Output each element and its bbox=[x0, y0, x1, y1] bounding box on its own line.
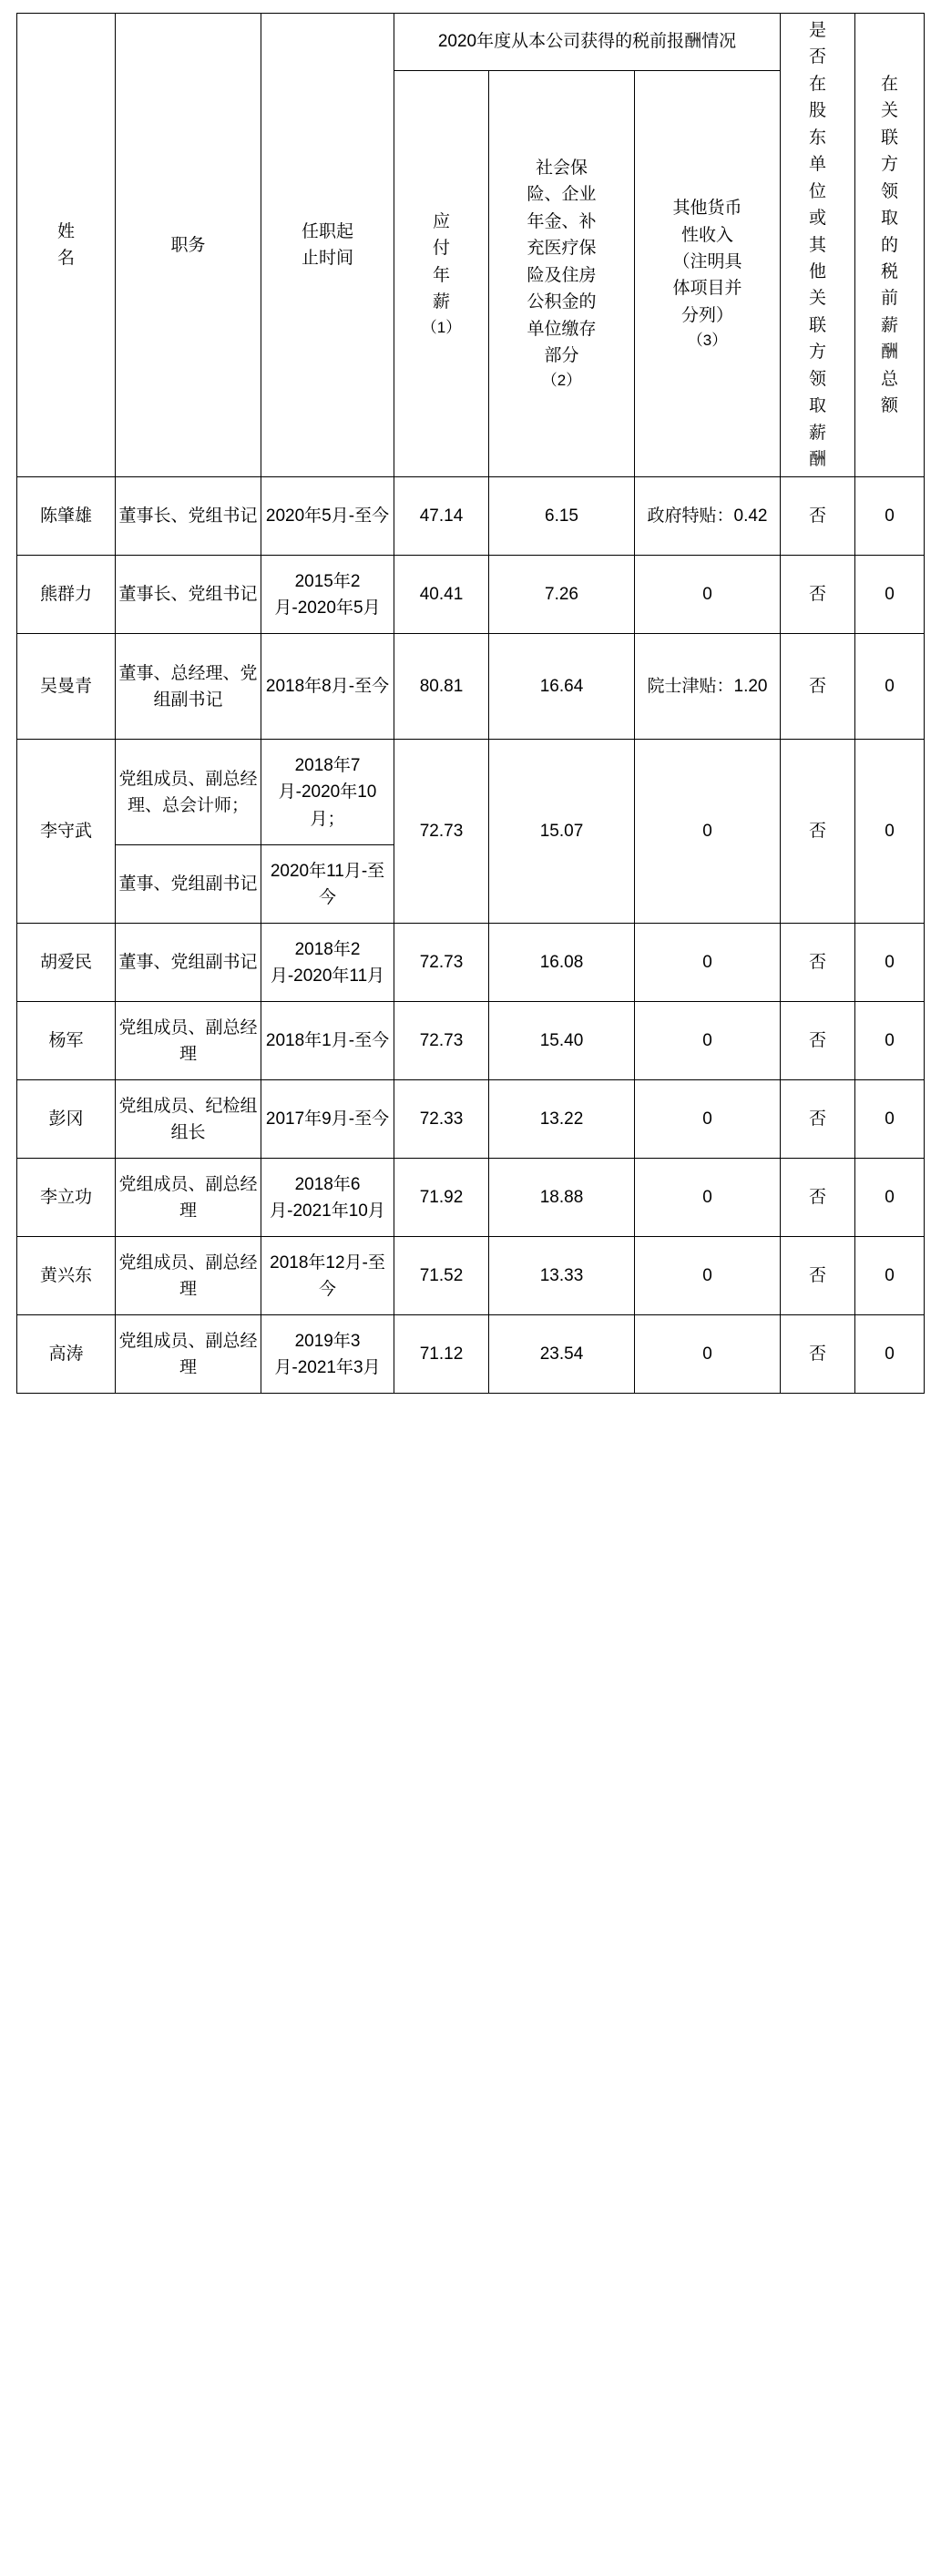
cell-term: 2018年1月-至今 bbox=[261, 1002, 394, 1080]
header-ref-1: （1） bbox=[421, 318, 462, 336]
cell-position: 党组成员、副总经理 bbox=[116, 1237, 261, 1315]
cell-shareholder: 否 bbox=[781, 1002, 855, 1080]
cell-position: 董事长、党组书记 bbox=[116, 556, 261, 634]
cell-related-total: 0 bbox=[855, 477, 925, 556]
header-group-2020-pretax: 2020年度从本公司获得的税前报酬情况 bbox=[394, 14, 781, 71]
header-name: 姓名 bbox=[17, 14, 116, 477]
cell-payable: 47.14 bbox=[394, 477, 489, 556]
cell-other: 政府特贴：0.42 bbox=[635, 477, 781, 556]
cell-payable: 80.81 bbox=[394, 634, 489, 740]
cell-position: 党组成员、副总经理、总会计师； bbox=[116, 740, 261, 845]
header-ref-3: （3） bbox=[687, 332, 728, 350]
cell-related-total: 0 bbox=[855, 1159, 925, 1237]
cell-position: 董事、党组副书记 bbox=[116, 924, 261, 1002]
cell-name: 吴曼青 bbox=[17, 634, 116, 740]
header-position: 职务 bbox=[116, 14, 261, 477]
cell-other: 0 bbox=[635, 1002, 781, 1080]
cell-name: 熊群力 bbox=[17, 556, 116, 634]
table-row bbox=[17, 1315, 925, 1394]
cell-name: 李守武 bbox=[17, 740, 116, 924]
cell-other: 院士津贴：1.20 bbox=[635, 634, 781, 740]
cell-payable: 71.12 bbox=[394, 1315, 489, 1394]
header-from-shareholder: 是否在股东单位或其他关联方领取薪酬 bbox=[781, 14, 855, 477]
cell-insurance: 15.07 bbox=[489, 740, 635, 924]
cell-name: 彭冈 bbox=[17, 1080, 116, 1159]
cell-other: 0 bbox=[635, 924, 781, 1002]
cell-term: 2018年2月-2020年11月 bbox=[261, 924, 394, 1002]
header-ref-2: （2） bbox=[541, 372, 582, 390]
cell-shareholder: 否 bbox=[781, 1237, 855, 1315]
cell-term: 2015年2月-2020年5月 bbox=[261, 556, 394, 634]
cell-related-total: 0 bbox=[855, 1315, 925, 1394]
cell-other: 0 bbox=[635, 1237, 781, 1315]
cell-shareholder: 否 bbox=[781, 924, 855, 1002]
cell-insurance: 15.40 bbox=[489, 1002, 635, 1080]
cell-payable: 72.73 bbox=[394, 1002, 489, 1080]
cell-other: 0 bbox=[635, 556, 781, 634]
cell-name: 杨军 bbox=[17, 1002, 116, 1080]
cell-position: 党组成员、副总经理 bbox=[116, 1002, 261, 1080]
cell-related-total: 0 bbox=[855, 634, 925, 740]
cell-position: 党组成员、副总经理 bbox=[116, 1315, 261, 1394]
cell-insurance: 23.54 bbox=[489, 1315, 635, 1394]
cell-shareholder: 否 bbox=[781, 634, 855, 740]
cell-name: 黄兴东 bbox=[17, 1237, 116, 1315]
table-row bbox=[17, 924, 925, 1002]
cell-insurance: 18.88 bbox=[489, 1159, 635, 1237]
cell-shareholder: 否 bbox=[781, 1080, 855, 1159]
cell-insurance: 6.15 bbox=[489, 477, 635, 556]
cell-position: 党组成员、纪检组组长 bbox=[116, 1080, 261, 1159]
cell-shareholder: 否 bbox=[781, 1159, 855, 1237]
table-row bbox=[17, 1002, 925, 1080]
cell-shareholder: 否 bbox=[781, 556, 855, 634]
cell-position: 党组成员、副总经理 bbox=[116, 1159, 261, 1237]
cell-term: 2018年8月-至今 bbox=[261, 634, 394, 740]
cell-payable: 71.92 bbox=[394, 1159, 489, 1237]
cell-payable: 72.73 bbox=[394, 740, 489, 924]
cell-name: 胡爱民 bbox=[17, 924, 116, 1002]
table-row bbox=[17, 1080, 925, 1159]
table-row bbox=[17, 740, 925, 845]
table-row bbox=[17, 1237, 925, 1315]
cell-term: 2019年3月-2021年3月 bbox=[261, 1315, 394, 1394]
header-payable-salary: 应付年薪 （1） bbox=[394, 71, 489, 477]
cell-related-total: 0 bbox=[855, 556, 925, 634]
cell-other: 0 bbox=[635, 1315, 781, 1394]
table-row bbox=[17, 477, 925, 556]
table-row bbox=[17, 1159, 925, 1237]
cell-payable: 40.41 bbox=[394, 556, 489, 634]
header-related-party-total: 在关联方领取的税前薪酬总额 bbox=[855, 14, 925, 477]
cell-term: 2018年6月-2021年10月 bbox=[261, 1159, 394, 1237]
cell-related-total: 0 bbox=[855, 740, 925, 924]
cell-related-total: 0 bbox=[855, 1002, 925, 1080]
compensation-table bbox=[16, 13, 925, 1394]
cell-position-secondary: 董事、党组副书记 bbox=[116, 845, 261, 924]
cell-shareholder: 否 bbox=[781, 477, 855, 556]
cell-related-total: 0 bbox=[855, 1080, 925, 1159]
table-row bbox=[17, 556, 925, 634]
cell-payable: 72.33 bbox=[394, 1080, 489, 1159]
cell-payable: 72.73 bbox=[394, 924, 489, 1002]
cell-insurance: 13.33 bbox=[489, 1237, 635, 1315]
cell-shareholder: 否 bbox=[781, 1315, 855, 1394]
header-term: 任职起止时间 bbox=[261, 14, 394, 477]
header-insurance: 社会保险、企业年金、补充医疗保险及住房公积金的单位缴存部分 （2） bbox=[489, 71, 635, 477]
cell-name: 李立功 bbox=[17, 1159, 116, 1237]
header-other-income: 其他货币性收入（注明具体项目并分列） （3） bbox=[635, 71, 781, 477]
cell-insurance: 13.22 bbox=[489, 1080, 635, 1159]
cell-name: 高涛 bbox=[17, 1315, 116, 1394]
cell-position: 董事、总经理、党组副书记 bbox=[116, 634, 261, 740]
cell-term: 2018年7月-2020年10月； bbox=[261, 740, 394, 845]
cell-insurance: 16.64 bbox=[489, 634, 635, 740]
table-header-row-group bbox=[17, 14, 925, 71]
cell-name: 陈肇雄 bbox=[17, 477, 116, 556]
cell-term: 2017年9月-至今 bbox=[261, 1080, 394, 1159]
table-row bbox=[17, 634, 925, 740]
cell-term-secondary: 2020年11月-至今 bbox=[261, 845, 394, 924]
cell-term: 2020年5月-至今 bbox=[261, 477, 394, 556]
cell-payable: 71.52 bbox=[394, 1237, 489, 1315]
cell-insurance: 16.08 bbox=[489, 924, 635, 1002]
cell-insurance: 7.26 bbox=[489, 556, 635, 634]
cell-related-total: 0 bbox=[855, 924, 925, 1002]
cell-related-total: 0 bbox=[855, 1237, 925, 1315]
cell-position: 董事长、党组书记 bbox=[116, 477, 261, 556]
cell-other: 0 bbox=[635, 740, 781, 924]
cell-term: 2018年12月-至今 bbox=[261, 1237, 394, 1315]
cell-shareholder: 否 bbox=[781, 740, 855, 924]
cell-other: 0 bbox=[635, 1080, 781, 1159]
cell-other: 0 bbox=[635, 1159, 781, 1237]
